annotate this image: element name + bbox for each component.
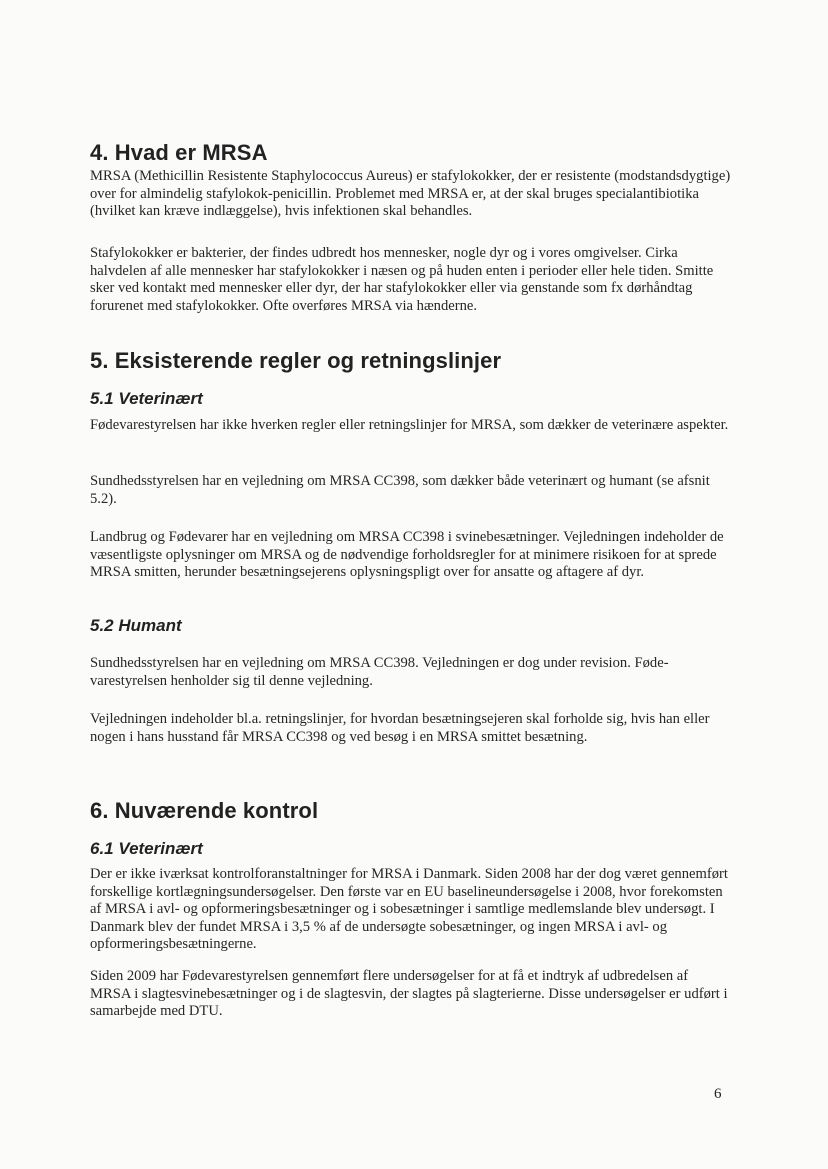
heading-section-4: 4. Hvad er MRSA [90, 140, 268, 165]
paragraph-5-1-b: Sundhedsstyrelsen har en vejledning om MRSA CC398, som dækker både veterinært og humant (se afsnit 5.2). [90, 473, 710, 507]
paragraph-6-1-a: Der er ikke iværksat kontrolforanstaltninger for MRSA i Danmark. Siden 2008 har der dog været gennemført forskellige kortlægningsundersøgelser. Den første var en EU baselineundersøgelse i 2008, hvor forekomsten af MRSA i avl- og opformeringsbesætninger og i sobesætninger i samtlige medlemslande blev undersøgt. I Danmark blev der fundet MRSA i 3,5 % af de undersøgte sobesætninger, og ingen MRSA i avl- og opformeringsbesætningerne. [90, 866, 728, 953]
heading-5-2: 5.2 Humant [90, 616, 182, 635]
paragraph-5-1-c: Landbrug og Fødevarer har en vejledning om MRSA CC398 i svinebesætninger. Vejledningen indeholder de væsentligste oplysninger om MRSA og de nødvendige forholdsregler for at minimere risikoen for at sprede MRSA smitten, herunder besætningsejerens oplysningspligt over for ansatte og aftagere af dyr. [90, 529, 724, 581]
heading-6-1: 6.1 Veterinært [90, 839, 203, 858]
paragraph-5-2-a: Sundhedsstyrelsen har en vejledning om MRSA CC398. Vejledningen er dog under revision. Fødevarestyrelsen henholder sig til denne vejledning. [90, 655, 669, 689]
heading-section-5: 5. Eksisterende regler og retningslinjer [90, 348, 502, 373]
paragraph-stafylokokker: Stafylokokker er bakterier, der findes udbredt hos mennesker, nogle dyr og i vores omgivelser. Cirka halvdelen af alle mennesker har stafylokokker i næsen og på huden enten i perioder eller hele tiden. Smitte sker ved kontakt med mennesker eller dyr, der har stafylokokker eller via genstande som fx dørhåndtag forurenet med stafylokokker. Ofte overføres MRSA via hænderne. [90, 245, 714, 314]
paragraph-5-1-a: Fødevarestyrelsen har ikke hverken regler eller retningslinjer for MRSA, som dækker de veterinære aspekter. [90, 417, 729, 433]
page-number: 6 [714, 1086, 722, 1102]
paragraph-6-1-b: Siden 2009 har Fødevarestyrelsen gennemført flere undersøgelser for at få et indtryk af udbredelsen af MRSA i slagtesvinebesætninger og i de slagtesvin, der slagtes på slagterierne. Disse undersøgelser er udført i samarbejde med DTU. [90, 968, 728, 1020]
paragraph-5-2-b: Vejledningen indeholder bl.a. retningslinjer, for hvordan besætningsejeren skal forholde sig, hvis han eller nogen i hans husstand får MRSA CC398 og ved besøg i en MRSA smittet besætning. [90, 711, 710, 745]
paragraph-mrsa-definition: MRSA (Methicillin Resistente Staphylococcus Aureus) er stafylokokker, der er resistente (modstandsdygtige) over for almindelig stafylokok-penicillin. Problemet med MRSA er, at der skal bruges specialantibiotika (hvilket kan kræve indlæggelse), hvis infektionen skal behandles. [90, 168, 731, 220]
heading-section-6: 6. Nuværende kontrol [90, 798, 319, 823]
heading-5-1: 5.1 Veterinært [90, 389, 203, 408]
